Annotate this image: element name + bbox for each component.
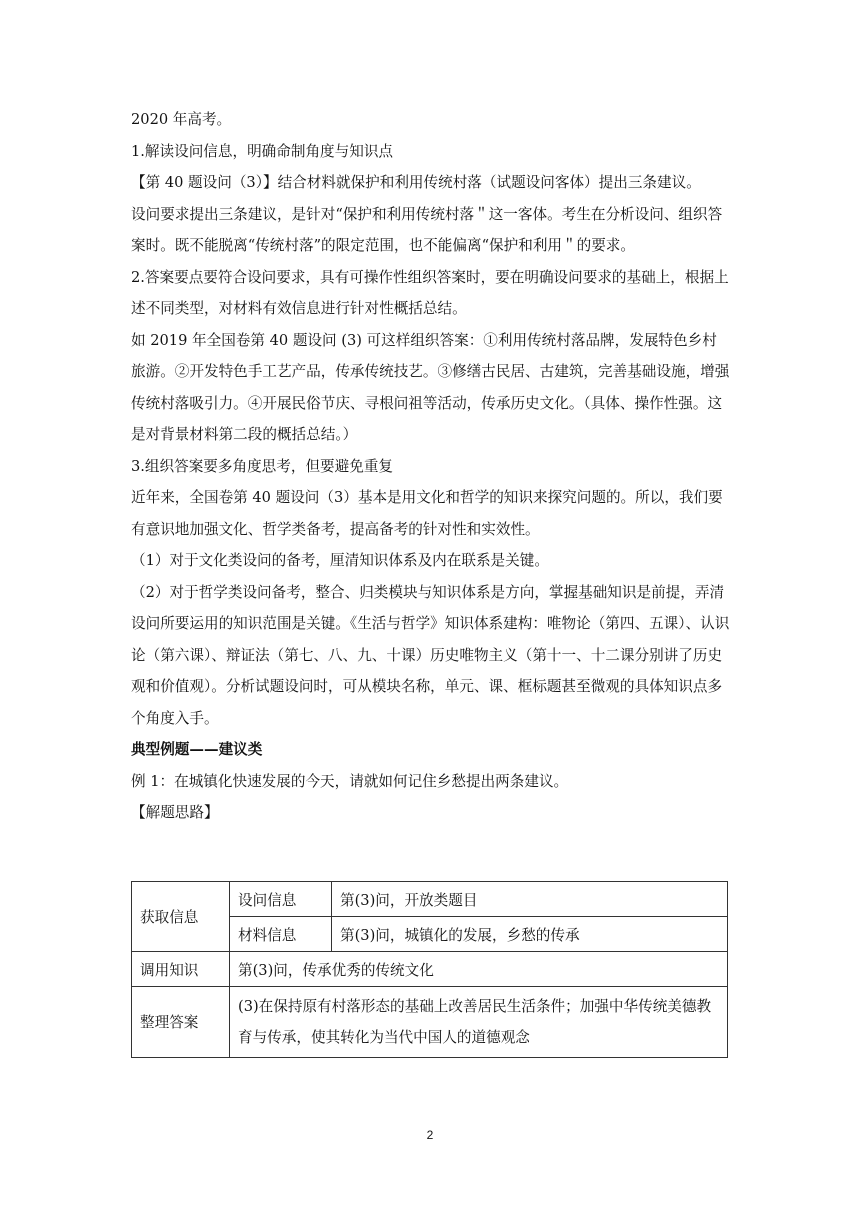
table-row (132, 882, 728, 917)
solution-heading: 【解题思路】 (131, 804, 219, 821)
table-cell-label: 调用知识 (132, 952, 230, 987)
paragraph-4: 设问要求提出三条建议，是针对“保护和利用传统村落＂这一客体。考生在分析设问、组织答案时。既不能脱离“传统村落”的限定范围，也不能偏离“保护和利用＂的要求。 (131, 205, 723, 254)
section-title: 典型例题——建议类 (131, 741, 263, 758)
solution-table (131, 881, 728, 1058)
example-question: 例 1：在城镇化快速发展的今天，请就如何记住乡愁提出两条建议。 (131, 772, 569, 790)
paragraph-7: 3.组织答案要多角度思考，但要避免重复 (131, 457, 394, 475)
paragraph-1: 2020 年高考。 (131, 111, 232, 128)
table-row (132, 952, 728, 987)
table-cell-label: 材料信息 (230, 917, 332, 952)
table-cell-group: 获取信息 (132, 882, 230, 952)
table-cell-value: 第(3)问，开放类题目 (332, 882, 728, 917)
table-row (132, 987, 728, 1058)
paragraph-2: 1.解读设问信息，明确命制角度与知识点 (131, 142, 394, 160)
paragraph-9: （1）对于文化类设问的备考，厘清知识体系及内在联系是关键。 (131, 552, 549, 569)
paragraph-6: 如 2019 年全国卷第 40 题设问 (3) 可这样组织答案：①利用传统村落品牌，发展特色乡村旅游。②开发特色手工艺产品，传承传统技艺。③修缮古民居、古建筑，完善基础设施，增强传统村落吸引力。④开展民俗节庆、寻根问祖等活动，传承历史文化。（具体、操作性强。这是对背景材料第二段的概括总结。） (131, 331, 730, 443)
table-cell-value: (3)在保持原有村落形态的基础上改善居民生活条件；加强中华传统美德教育与传承，使其转化为当代中国人的道德观念 (230, 987, 728, 1058)
page-number: 2 (426, 1128, 434, 1142)
document-body (131, 104, 731, 829)
paragraph-10: （2）对于哲学类设问备考，整合、归类模块与知识体系是方向，掌握基础知识是前提，弄清设问所要运用的知识范围是关键。《生活与哲学》知识体系建构：唯物论（第四、五课）、认识论（第六课）、辩证法（第七、八、九、十课）历史唯物主义（第十一、十二课分别讲了历史观和价值观）。分析试题设问时，可从模块名称，单元、课、框标题甚至微观的具体知识点多个角度入手。 (131, 583, 730, 727)
table-cell-label: 整理答案 (132, 987, 230, 1058)
table-cell-value: 第(3)问，城镇化的发展，乡愁的传承 (332, 917, 728, 952)
paragraph-3: 【第 40 题设问（3）】结合材料就保护和利用传统村落（试题设问客体）提出三条建议。 (131, 174, 701, 191)
table-cell-label: 设问信息 (230, 882, 332, 917)
paragraph-5: 2.答案要点要符合设问要求，具有可操作性组织答案时，要在明确设问要求的基础上，根据上述不同类型，对材料有效信息进行针对性概括总结。 (131, 268, 729, 317)
paragraph-8: 近年来，全国卷第 40 题设问（3）基本是用文化和哲学的知识来探究问题的。所以，我们要有意识地加强文化、哲学类备考，提高备考的针对性和实效性。 (131, 489, 723, 538)
table-cell-value: 第(3)问，传承优秀的传统文化 (230, 952, 728, 987)
